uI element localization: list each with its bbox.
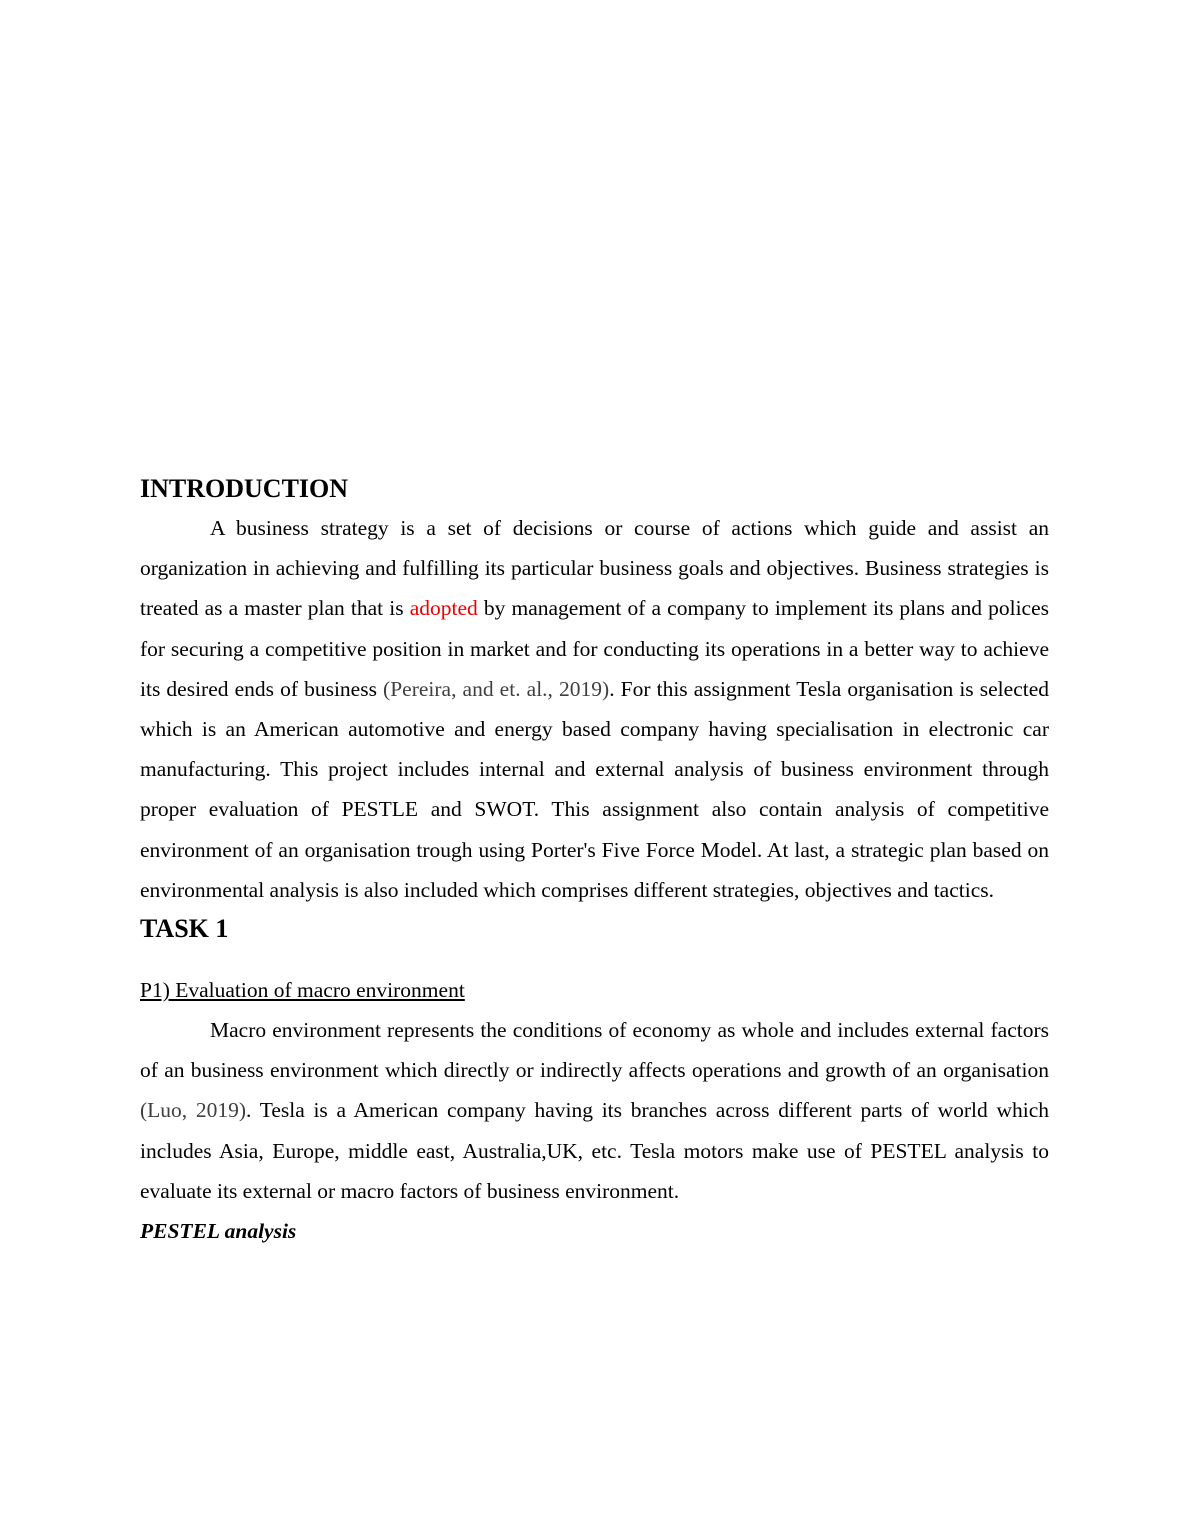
introduction-paragraph [140, 508, 1049, 910]
macro-environment-subheading: P1) Evaluation of macro environment [140, 978, 465, 1003]
intro-text-part-2: by management of a company to implement its plans and polices for securing a competitive position in market and for conducting its operations in a better way to achieve its desired ends of business [140, 596, 1049, 701]
introduction-heading: INTRODUCTION [140, 474, 349, 503]
task-1-heading: TASK 1 [140, 914, 229, 944]
intro-text-part-3: . For this assignment Tesla organisation is selected which is an American automotive and energy based company having specialisation in electronic car manufacturing. This project includes internal and external analysis of business environment through proper evaluation of PESTLE and SWOT. This assignment also contain analysis of competitive environment of an organisation trough using Porter's Five Force Model. At last, a strategic plan based on environmental analysis is also included which comprises different strategies, objectives and tactics. [140, 676, 1049, 902]
intro-text-part-1: A business strategy is a set of decisions or course of actions which guide and assist an organization in achieving and fulfilling its particular business goals and objectives. Business strategies is treated as a master plan that is [140, 516, 1049, 621]
macro-environment-paragraph [140, 1010, 1049, 1211]
citation-luo: (Luo, 2019) [140, 1098, 247, 1123]
macro-text-part-2: . Tesla is a American company having its branches across different parts of world which includes Asia, Europe, middle east, Australia,UK, etc. Tesla motors make use of PESTEL analysis to evaluate its external or macro factors of business environment. [140, 1098, 1050, 1203]
pestel-analysis-heading: PESTEL analysis [140, 1219, 297, 1244]
page-content [140, 470, 1049, 1251]
macro-text-part-1: Macro environment represents the conditions of economy as whole and includes external factors of an business environment which directly or indirectly affects operations and growth of an organisation [140, 1018, 1049, 1083]
highlighted-word-adopted: adopted [409, 596, 478, 621]
citation-pereira: (Pereira, and et. al., 2019) [383, 676, 610, 701]
